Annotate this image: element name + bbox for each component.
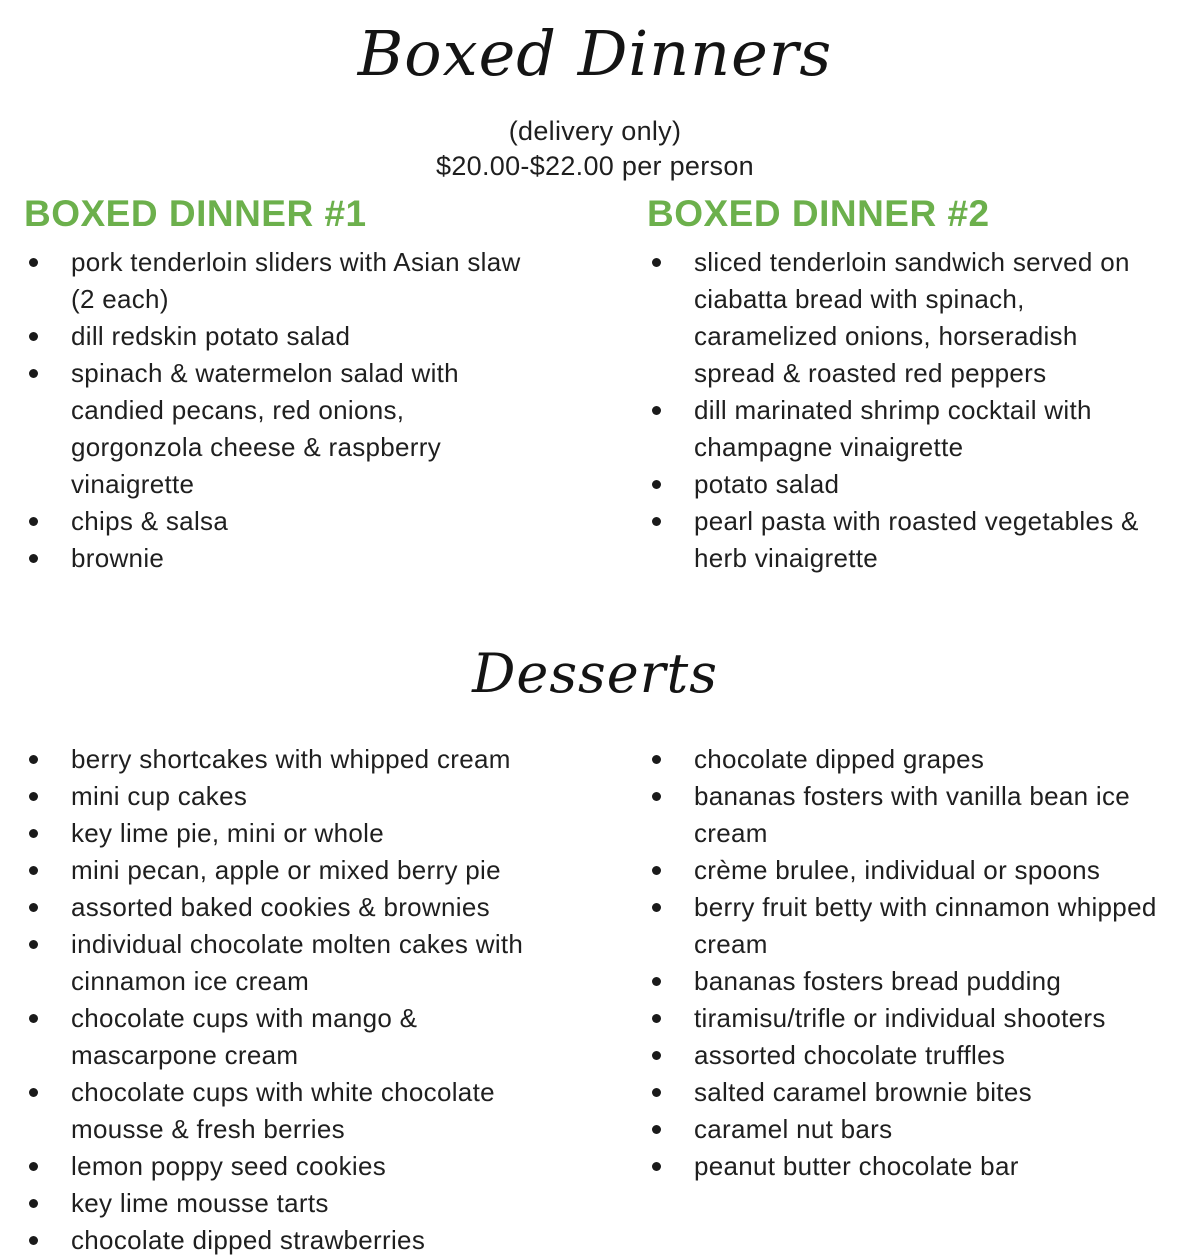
menu-item-text: potato salad — [694, 469, 840, 499]
menu-item — [24, 1148, 543, 1185]
menu-item-text: berry fruit betty with cinnamon whipped cream — [694, 892, 1157, 959]
menu-item — [24, 852, 543, 889]
menu-item — [647, 852, 1166, 889]
bullet-icon — [29, 554, 38, 563]
boxed-dinners-section — [24, 194, 1166, 577]
menu-item — [647, 1148, 1166, 1185]
menu-item — [24, 778, 543, 815]
bullet-icon — [29, 866, 38, 875]
menu-item — [647, 1111, 1166, 1148]
menu-item — [647, 392, 1166, 466]
page-title: Boxed Dinners — [357, 17, 833, 90]
menu-item — [647, 503, 1166, 577]
menu-item-text: bananas fosters with vanilla bean ice cream — [694, 781, 1131, 848]
bullet-icon — [652, 1125, 661, 1134]
menu-item-text: crème brulee, individual or spoons — [694, 855, 1101, 885]
menu-item — [24, 244, 543, 318]
price-range: $20.00-$22.00 per person — [436, 151, 754, 181]
bullet-icon — [652, 406, 661, 415]
bullet-icon — [29, 1162, 38, 1171]
boxed-dinner-1-heading: BOXED DINNER #1 — [24, 193, 367, 234]
menu-item-text: pearl pasta with roasted vegetables & herb vinaigrette — [694, 506, 1139, 573]
bullet-icon — [652, 1014, 661, 1023]
bullet-icon — [29, 369, 38, 378]
menu-item-text: chips & salsa — [71, 506, 229, 536]
menu-item — [24, 540, 543, 577]
menu-item — [24, 815, 543, 852]
menu-item-text: pork tenderloin sliders with Asian slaw (2 each) — [71, 247, 521, 314]
bullet-icon — [652, 1051, 661, 1060]
bullet-icon — [29, 829, 38, 838]
bullet-icon — [652, 755, 661, 764]
menu-item-text: key lime pie, mini or whole — [71, 818, 384, 848]
bullet-icon — [29, 1236, 38, 1245]
bullet-icon — [29, 940, 38, 949]
bullet-icon — [652, 866, 661, 875]
menu-item-text: assorted chocolate truffles — [694, 1040, 1006, 1070]
menu-item-text: chocolate cups with white chocolate mousse & fresh berries — [71, 1077, 495, 1144]
menu-item-text: mini cup cakes — [71, 781, 248, 811]
menu-item — [24, 1185, 543, 1222]
bullet-icon — [29, 258, 38, 267]
bullet-icon — [29, 755, 38, 764]
bullet-icon — [29, 1014, 38, 1023]
bullet-icon — [652, 903, 661, 912]
menu-item-text: individual chocolate molten cakes with cinnamon ice cream — [71, 929, 524, 996]
desserts-list-right — [647, 741, 1166, 1259]
menu-item-text: salted caramel brownie bites — [694, 1077, 1032, 1107]
bullet-icon — [652, 480, 661, 489]
menu-item — [24, 318, 543, 355]
bullet-icon — [652, 792, 661, 801]
desserts-title: Desserts — [472, 642, 718, 705]
menu-item-text: chocolate dipped grapes — [694, 744, 985, 774]
bullet-icon — [29, 1088, 38, 1097]
menu-item-text: sliced tenderloin sandwich served on ciabatta bread with spinach, caramelized onions, horseradish spread & roasted red peppers — [694, 247, 1130, 388]
menu-item — [24, 355, 543, 503]
boxed-dinner-2-list — [647, 244, 1166, 577]
menu-item-text: key lime mousse tarts — [71, 1188, 329, 1218]
menu-item-text: assorted baked cookies & brownies — [71, 892, 490, 922]
menu-item-text: berry shortcakes with whipped cream — [71, 744, 511, 774]
menu-item — [647, 1037, 1166, 1074]
delivery-note: (delivery only) — [508, 116, 682, 146]
menu-item — [24, 1222, 543, 1259]
bullet-icon — [29, 332, 38, 341]
menu-item — [647, 1000, 1166, 1037]
desserts-list-left — [24, 741, 543, 1259]
boxed-dinner-1-list — [24, 244, 543, 577]
menu-item — [24, 503, 543, 540]
menu-item-text: mini pecan, apple or mixed berry pie — [71, 855, 501, 885]
menu-item — [24, 741, 543, 778]
menu-item — [647, 889, 1166, 963]
boxed-dinner-2-column — [647, 194, 1166, 577]
menu-item-text: caramel nut bars — [694, 1114, 893, 1144]
menu-item-text: spinach & watermelon salad with candied pecans, red onions, gorgonzola cheese & raspberry vinaigrette — [71, 358, 459, 499]
bullet-icon — [29, 517, 38, 526]
menu-item — [647, 963, 1166, 1000]
menu-item — [647, 1074, 1166, 1111]
bullet-icon — [652, 258, 661, 267]
menu-item-text: brownie — [71, 543, 165, 573]
bullet-icon — [29, 1199, 38, 1208]
bullet-icon — [29, 903, 38, 912]
menu-item — [24, 1074, 543, 1148]
menu-item — [24, 926, 543, 1000]
menu-item-text: bananas fosters bread pudding — [694, 966, 1062, 996]
menu-item — [647, 466, 1166, 503]
boxed-dinner-2-heading: BOXED DINNER #2 — [647, 193, 990, 234]
bullet-icon — [652, 517, 661, 526]
menu-item-text: dill marinated shrimp cocktail with champagne vinaigrette — [694, 395, 1092, 462]
menu-item-text: chocolate cups with mango & mascarpone cream — [71, 1003, 418, 1070]
menu-item-text: dill redskin potato salad — [71, 321, 351, 351]
boxed-dinner-1-column — [24, 194, 543, 577]
menu-item-text: tiramisu/trifle or individual shooters — [694, 1003, 1106, 1033]
bullet-icon — [652, 977, 661, 986]
desserts-section — [24, 741, 1166, 1259]
bullet-icon — [29, 792, 38, 801]
menu-item — [647, 244, 1166, 392]
bullet-icon — [652, 1088, 661, 1097]
menu-item — [647, 778, 1166, 852]
menu-item-text: lemon poppy seed cookies — [71, 1151, 387, 1181]
menu-item — [24, 889, 543, 926]
menu-item-text: chocolate dipped strawberries — [71, 1225, 426, 1255]
menu-item-text: peanut butter chocolate bar — [694, 1151, 1019, 1181]
menu-item — [24, 1000, 543, 1074]
menu-item — [647, 741, 1166, 778]
bullet-icon — [652, 1162, 661, 1171]
